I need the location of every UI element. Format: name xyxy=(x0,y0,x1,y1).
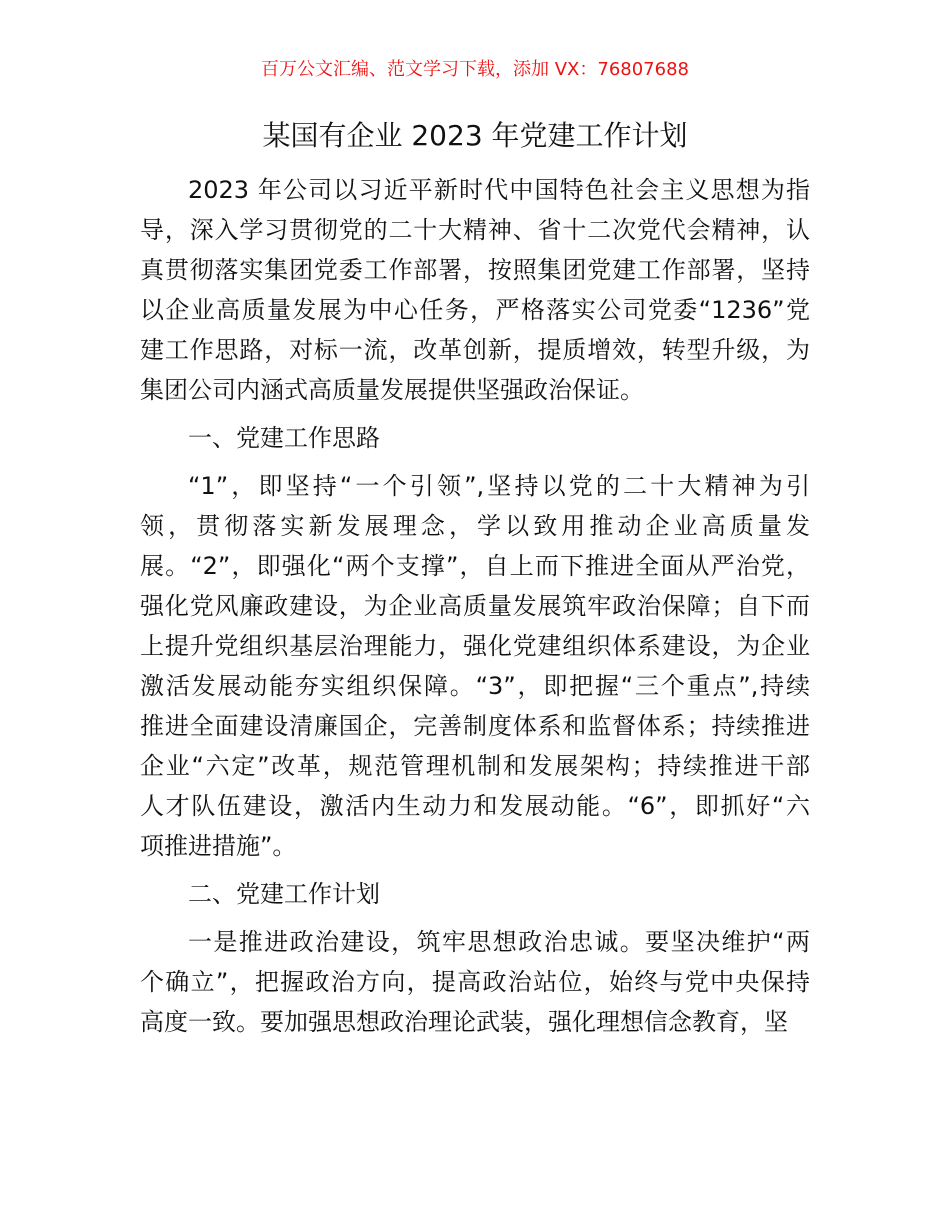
text-line: 集团公司内涵式高质量发展提供坚强政治保证。 xyxy=(140,376,644,404)
section-heading xyxy=(140,418,810,458)
text-line: 强化党风廉政建设，为企业高质量发展筑牢政治保障；自下而 xyxy=(140,592,810,620)
text-line: 人才队伍建设，激活内生动力和发展动能。“6”，即抓好“六 xyxy=(140,792,810,820)
text-line: 建工作思路，对标一流，改革创新，提质增效，转型升级，为 xyxy=(140,336,810,364)
text-line: “1”，即坚持“一个引领”,坚持以党的二十大精神为引 xyxy=(188,472,810,500)
text-line: 激活发展动能夯实组织保障。“3”，即把握“三个重点”,持续 xyxy=(140,672,810,700)
body-paragraph xyxy=(140,466,810,866)
document-title: 某国有企业 2023 年党建工作计划 xyxy=(262,119,688,152)
body-paragraph xyxy=(140,922,810,1042)
text-line: 二、党建工作计划 xyxy=(188,880,380,908)
document-body xyxy=(140,170,810,1050)
text-line: 一、党建工作思路 xyxy=(188,424,380,452)
text-line: 企业“六定”改革，规范管理机制和发展架构；持续推进干部 xyxy=(140,752,810,780)
text-line: 一是推进政治建设，筑牢思想政治忠诚。要坚决维护“两 xyxy=(188,928,810,956)
text-line: 以企业高质量发展为中心任务，严格落实公司党委“1236”党 xyxy=(140,296,810,324)
section-heading xyxy=(140,874,810,914)
text-line: 上提升党组织基层治理能力，强化党建组织体系建设，为企业 xyxy=(140,632,810,660)
text-line: 高度一致。要加强思想政治理论武装，强化理想信念教育，坚 xyxy=(140,1008,788,1036)
text-line: 展。“2”，即强化“两个支撑”，自上而下推进全面从严治党， xyxy=(140,552,810,580)
text-line: 领，贯彻落实新发展理念，学以致用推动企业高质量发 xyxy=(140,512,810,540)
body-paragraph xyxy=(140,170,810,410)
text-line: 项推进措施”。 xyxy=(140,832,297,860)
text-line: 2023 年公司以习近平新时代中国特色社会主义思想为指 xyxy=(188,176,810,204)
text-line: 个确立”，把握政治方向，提高政治站位，始终与党中央保持 xyxy=(140,968,810,996)
header-note: 百万公文汇编、范文学习下载，添加 VX：76807688 xyxy=(261,59,689,80)
text-line: 真贯彻落实集团党委工作部署，按照集团党建工作部署，坚持 xyxy=(140,256,810,284)
text-line: 导，深入学习贯彻党的二十大精神、省十二次党代会精神，认 xyxy=(140,216,810,244)
text-line: 推进全面建设清廉国企，完善制度体系和监督体系；持续推进 xyxy=(140,712,810,740)
